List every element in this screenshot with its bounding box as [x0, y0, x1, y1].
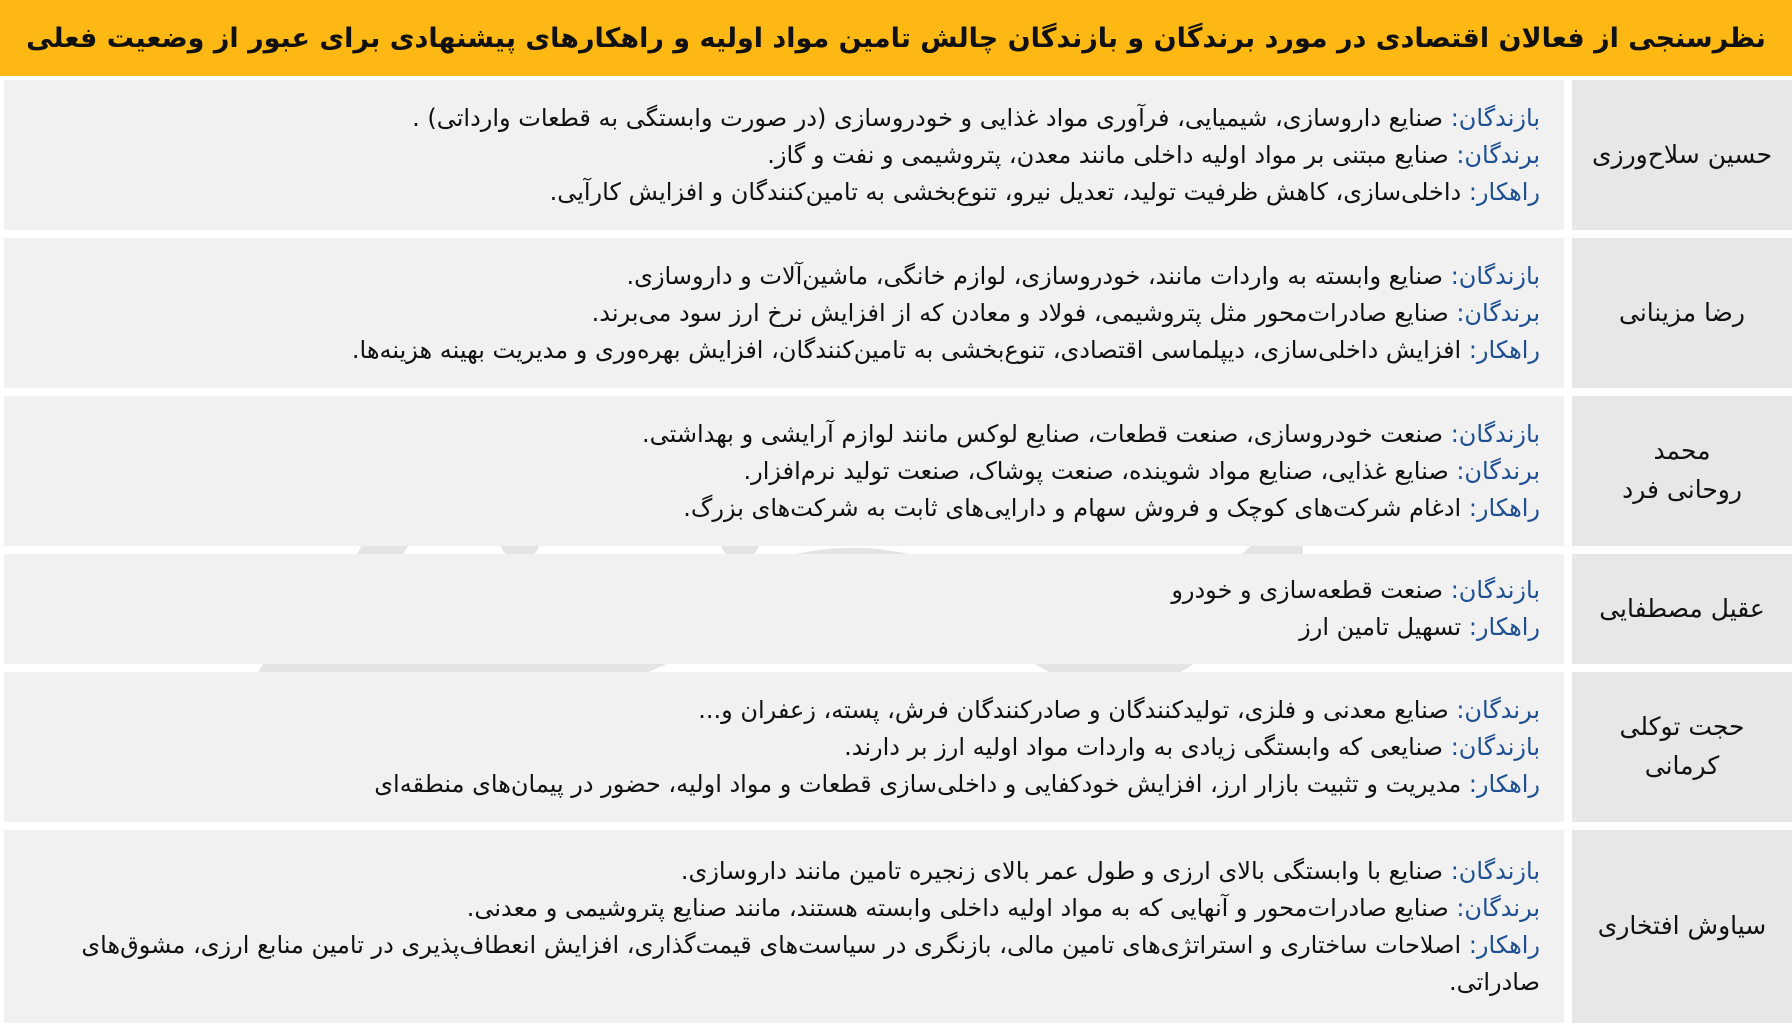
opinion-cell — [4, 80, 1564, 230]
respondent-name — [1572, 672, 1792, 822]
opinion-cell — [4, 830, 1564, 1023]
opinion-line — [24, 332, 1540, 369]
opinion-line — [24, 729, 1540, 766]
opinion-line — [24, 890, 1540, 927]
opinion-cell — [4, 672, 1564, 822]
opinion-text: ادغام شرکت‌های کوچک و فروش سهام و دارایی‌های ثابت به شرکت‌های بزرگ. — [683, 493, 1469, 522]
page-title: نظرسنجی از فعالان اقتصادی در مورد برندگان و بازندگان چالش تامین مواد اولیه و راهکارهای پیشنهادی برای عبور از وضعیت فعلی — [0, 0, 1792, 76]
opinion-line — [24, 853, 1540, 890]
opinion-text: صنایعی که وابستگی زیادی به واردات مواد اولیه ارز بر دارند. — [844, 732, 1451, 761]
table-row — [0, 830, 1792, 1023]
opinion-text: صنعت قطعه‌سازی و خودرو — [1171, 576, 1451, 604]
table-row — [0, 672, 1792, 822]
opinion-label: برندگان: — [1456, 695, 1540, 724]
table-row — [0, 238, 1792, 388]
opinion-text: داخلی‌سازی، کاهش ظرفیت تولید، تعدیل نیرو، تنوع‌بخشی به تامین‌کنندگان و افزایش کارآیی. — [549, 177, 1469, 206]
respondent-name-line: رضا مزینانی — [1619, 297, 1745, 327]
opinion-label: راهکار: — [1468, 493, 1540, 522]
opinion-cell — [4, 238, 1564, 388]
opinion-text: صنایع صادرات‌محور و آنهایی که به مواد اولیه داخلی وابسته هستند، مانند صنایع پتروشیمی و معدنی. — [466, 893, 1457, 922]
opinion-line — [24, 174, 1540, 211]
opinion-text: صنعت خودروسازی، صنعت قطعات، صنایع لوکس مانند لوازم آرایشی و بهداشتی. — [641, 419, 1451, 448]
respondent-name-line: محمد — [1653, 436, 1711, 466]
respondent-name-line: روحانی فرد — [1622, 475, 1742, 504]
opinion-line — [24, 295, 1540, 332]
opinion-line — [24, 258, 1540, 295]
respondent-name-line: عقیل مصطفایی — [1599, 593, 1765, 623]
opinion-text: صنایع داروسازی، شیمیایی، فرآوری مواد غذایی و خودروسازی (در صورت وابستگی به قطعات وارداتی) . — [412, 103, 1451, 132]
respondent-name — [1572, 238, 1792, 388]
respondent-name-line: حجت توکلی — [1619, 712, 1745, 742]
opinion-line — [24, 137, 1540, 174]
opinion-line — [24, 572, 1540, 609]
opinion-cell — [4, 554, 1564, 664]
opinion-text: صنایع وابسته به واردات مانند، خودروسازی، لوازم خانگی، ماشین‌آلات و داروسازی. — [626, 261, 1451, 290]
opinion-line — [24, 453, 1540, 490]
opinion-text: اصلاحات ساختاری و استراتژی‌های تامین مالی، بازنگری در سیاست‌های قیمت‌گذاری، افزایش انعطاف‌پذیری در تامین منابع ارزی، مشوق‌های صادراتی. — [81, 930, 1540, 996]
opinion-line — [24, 609, 1540, 646]
opinion-text: تسهیل تامین ارز — [1299, 613, 1469, 641]
respondent-name-line: حسین سلاح‌ورزی — [1591, 139, 1773, 169]
respondent-name — [1572, 830, 1792, 1023]
opinion-text: افزایش داخلی‌سازی، دیپلماسی اقتصادی، تنوع‌بخشی به تامین‌کنندگان، افزایش بهره‌وری و مدیریت بهینه هزینه‌ها. — [351, 335, 1469, 364]
opinion-label: راهکار: — [1468, 335, 1540, 364]
opinion-line — [24, 766, 1540, 803]
opinion-label: راهکار: — [1468, 769, 1540, 798]
table-row — [0, 80, 1792, 230]
opinion-cell — [4, 396, 1564, 546]
respondent-name-line: کرمانی — [1644, 751, 1720, 780]
opinion-text: صنایع غذایی، صنایع مواد شوینده، صنعت پوشاک، صنعت تولید نرم‌افزار. — [743, 456, 1457, 485]
opinion-line — [24, 100, 1540, 137]
opinion-line — [24, 927, 1540, 1001]
opinion-label: راهکار: — [1468, 930, 1540, 959]
opinion-label: برندگان: — [1456, 140, 1540, 169]
opinion-label: بازندگان: — [1450, 732, 1540, 761]
opinion-text: مدیریت و تثبیت بازار ارز، افزایش خودکفایی و داخلی‌سازی قطعات و مواد اولیه، حضور در پیمان‌های منطقه‌ای — [374, 769, 1469, 798]
opinion-line — [24, 416, 1540, 453]
opinion-text: صنایع با وابستگی بالای ارزی و طول عمر بالای زنجیره تامین مانند داروسازی. — [680, 856, 1451, 885]
opinion-label: بازندگان: — [1450, 576, 1540, 604]
opinion-label: برندگان: — [1456, 893, 1540, 922]
opinion-text: صنایع معدنی و فلزی، تولیدکنندگان و صادرکنندگان فرش، پسته، زعفران و... — [698, 695, 1457, 724]
respondent-name — [1572, 554, 1792, 664]
table-row — [0, 554, 1792, 664]
opinion-label: بازندگان: — [1450, 856, 1540, 885]
opinion-label: راهکار: — [1468, 613, 1540, 641]
opinion-label: بازندگان: — [1450, 103, 1540, 132]
opinion-label: بازندگان: — [1450, 261, 1540, 290]
table-row — [0, 396, 1792, 546]
opinion-text: صنایع مبتنی بر مواد اولیه داخلی مانند معدن، پتروشیمی و نفت و گاز. — [767, 140, 1457, 169]
opinion-line — [24, 692, 1540, 729]
opinion-label: برندگان: — [1456, 298, 1540, 327]
opinion-label: راهکار: — [1468, 177, 1540, 206]
respondent-name — [1572, 396, 1792, 546]
respondent-name — [1572, 80, 1792, 230]
respondent-name-line: سیاوش افتخاری — [1597, 911, 1767, 941]
opinion-label: برندگان: — [1456, 456, 1540, 485]
opinion-label: بازندگان: — [1450, 419, 1540, 448]
opinion-line — [24, 490, 1540, 527]
opinion-text: صنایع صادرات‌محور مثل پتروشیمی، فولاد و معادن که از افزایش نرخ ارز سود می‌برند. — [591, 298, 1457, 327]
